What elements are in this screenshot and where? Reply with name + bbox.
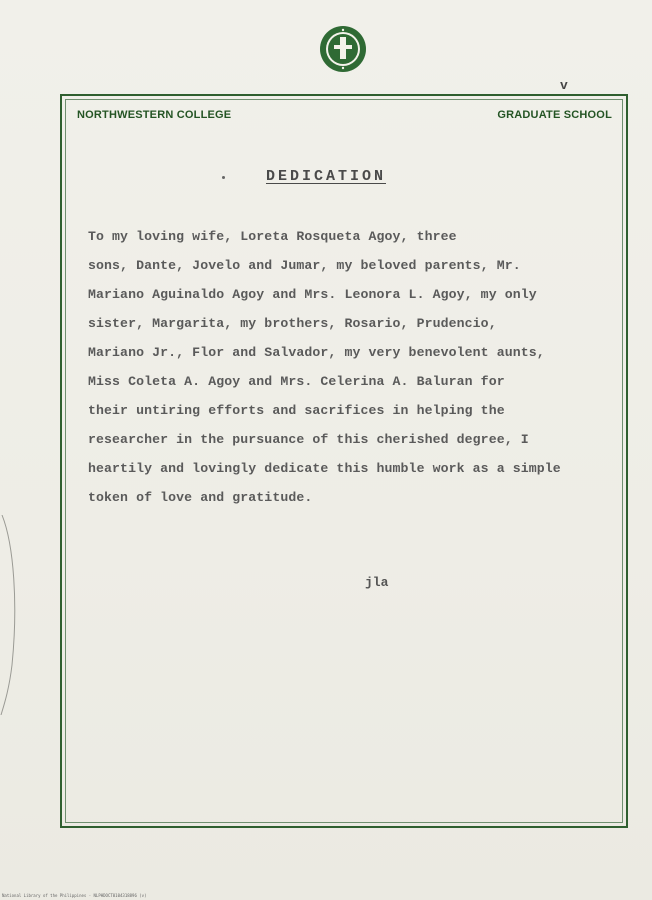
text-line: Mariano Jr., Flor and Salvador, my very benevolent aunts, bbox=[88, 345, 545, 360]
text-line: heartily and lovingly dedicate this humble work as a simple bbox=[88, 461, 561, 476]
text-line: token of love and gratitude. bbox=[88, 490, 313, 505]
text-line: their untiring efforts and sacrifices in helping the bbox=[88, 403, 505, 418]
text-line: sister, Margarita, my brothers, Rosario, Prudencio, bbox=[88, 316, 497, 331]
school-name-header: GRADUATE SCHOOL bbox=[497, 109, 612, 121]
archive-footer: National Library of the Philippines · NLPHDOCT0104318896 (v) bbox=[2, 893, 147, 898]
college-seal-icon bbox=[319, 25, 367, 73]
text-line: researcher in the pursuance of this cherished degree, I bbox=[88, 432, 529, 447]
text-line: Mariano Aguinaldo Agoy and Mrs. Leonora L. Agoy, my only bbox=[88, 287, 537, 302]
page-edge-curve bbox=[0, 515, 18, 715]
page-number: v bbox=[560, 78, 568, 93]
text-line: sons, Dante, Jovelo and Jumar, my beloved parents, Mr. bbox=[88, 258, 521, 273]
dedication-text bbox=[88, 222, 610, 512]
author-initials: jla bbox=[365, 575, 389, 590]
text-line: Miss Coleta A. Agoy and Mrs. Celerina A. Baluran for bbox=[88, 374, 505, 389]
college-name-header: NORTHWESTERN COLLEGE bbox=[77, 109, 232, 121]
text-line: To my loving wife, Loreta Rosqueta Agoy, three bbox=[88, 229, 457, 244]
page-title: DEDICATION bbox=[265, 168, 386, 185]
